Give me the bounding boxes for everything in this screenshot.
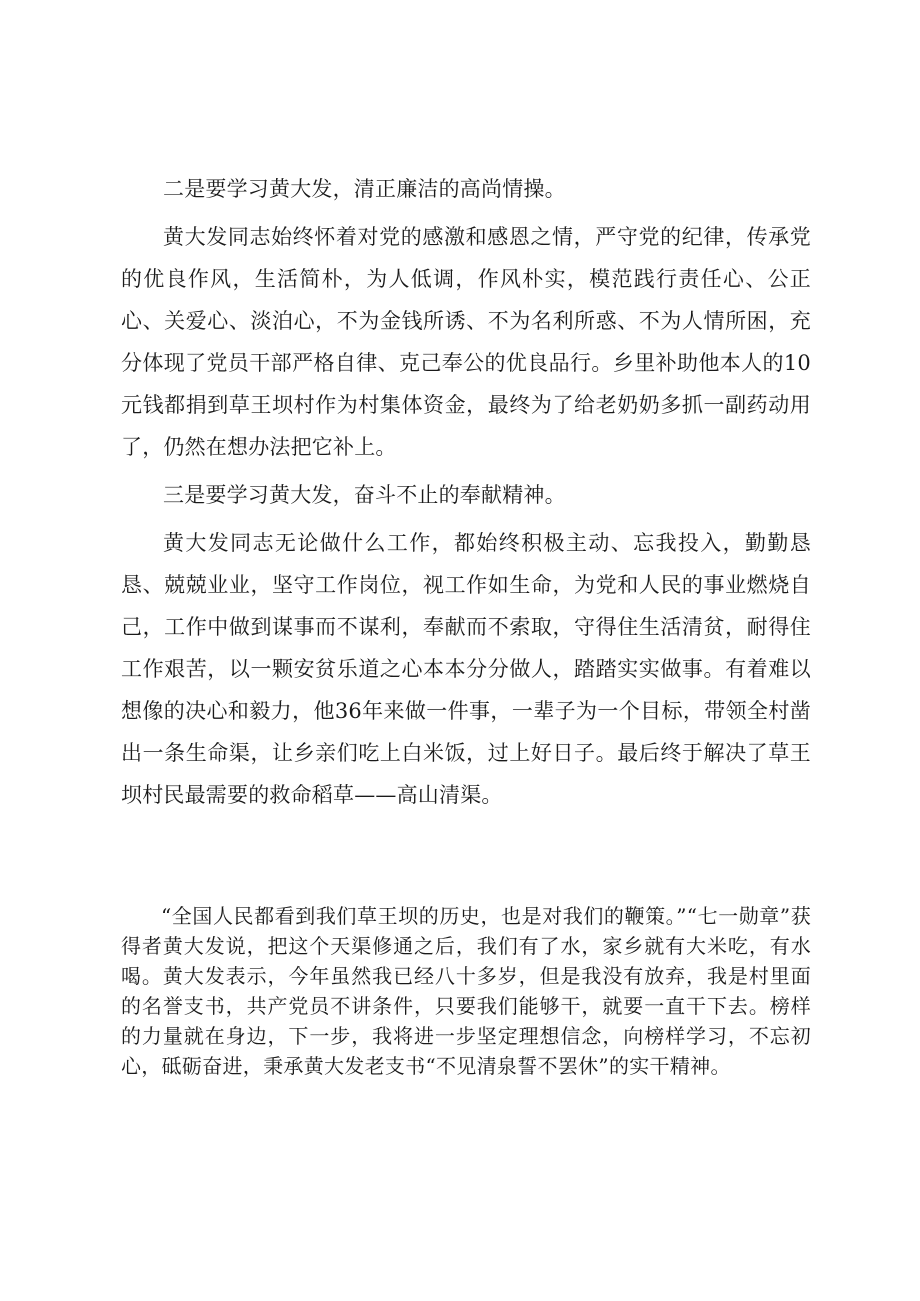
section-heading-3: 三是要学习黄大发，奋斗不止的奉献精神。	[163, 483, 566, 507]
body-paragraph-integrity: 黄大发同志始终怀着对党的感激和感恩之情，严守党的纪律，传承党的优良作风，生活简朴，为人低调，作风朴实，模范践行责任心、公正心、关爱心、淡泊心，不为金钱所诱、不为名利所惑、不为人情所困，充分体现了党员干部严格自律、克己奉公的优良品行。乡里补助他本人的10元钱都捐到草王坝村作为村集体资金，最终为了给老奶奶多抓一副药动用了，仍然在想办法把它补上。	[121, 225, 811, 459]
quote-section	[121, 901, 811, 1081]
quote-paragraph: “全国人民都看到我们草王坝的历史，也是对我们的鞭策。”“七一勋章”获得者黄大发说，把这个天渠修通之后，我们有了水，家乡就有大米吃，有水喝。黄大发表示，今年虽然我已经八十多岁，但是我没有放弃，我是村里面的名誉支书，共产党员不讲条件，只要我们能够干，就要一直干下去。榜样的力量就在身边，下一步，我将进一步坚定理想信念，向榜样学习，不忘初心，砥砺奋进，秉承黄大发老支书“不见清泉誓不罢休”的实干精神。	[121, 904, 811, 1078]
section-heading-2: 二是要学习黄大发，清正廉洁的高尚情操。	[163, 177, 566, 201]
body-paragraph-dedication: 黄大发同志无论做什么工作，都始终积极主动、忘我投入，勤勤恳恳、兢兢业业，坚守工作岗位，视工作如生命，为党和人民的事业燃烧自己，工作中做到谋事而不谋利，奉献而不索取，守得住生活清贫，耐得住工作艰苦，以一颗安贫乐道之心本本分分做人，踏踏实实做事。有着难以想像的决心和毅力，他36年来做一件事，一辈子为一个目标，带领全村凿出一条生命渠，让乡亲们吃上白米饭，过上好日子。最后终于解决了草王坝村民最需要的救命稻草——高山清渠。	[121, 531, 811, 807]
document-body	[121, 168, 811, 816]
